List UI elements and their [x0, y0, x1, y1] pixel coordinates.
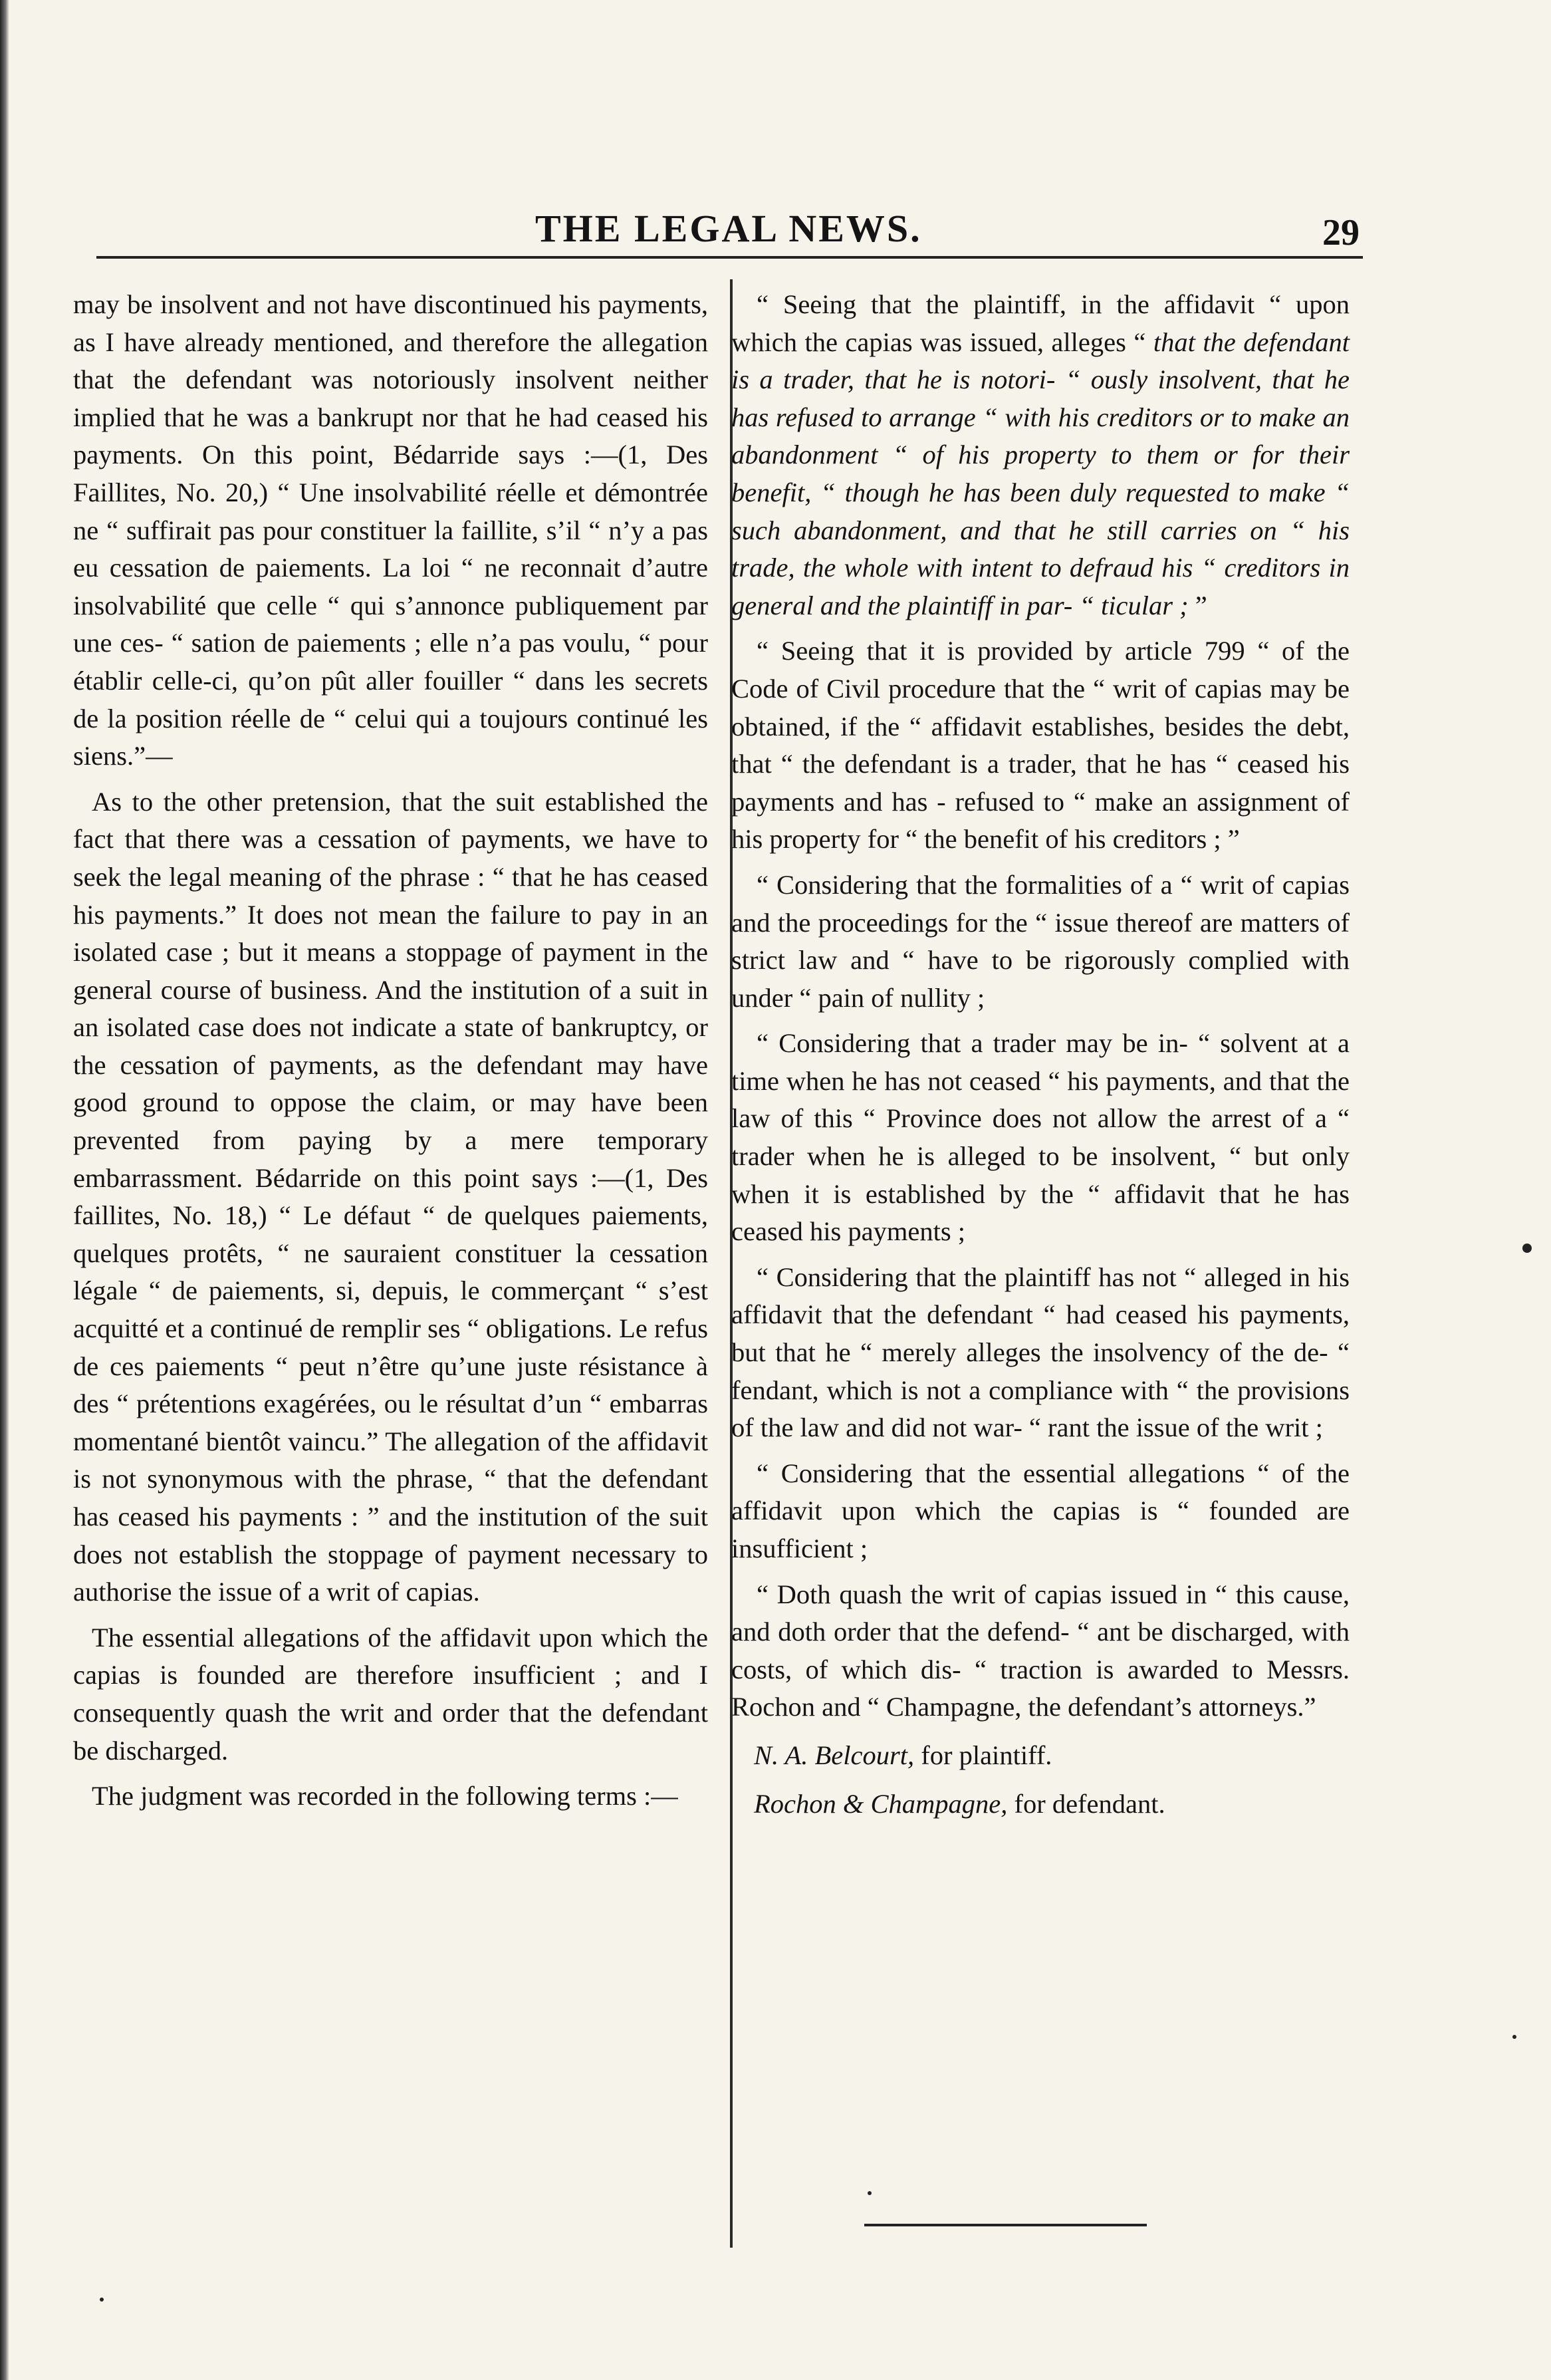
- left-paragraph-4: The judgment was recorded in the following terms :—: [92, 1781, 678, 1811]
- page-header: [96, 193, 1360, 253]
- left-paragraph-3: The essential allegations of the affidavit upon which the capias is founded are therefore insufficient ; and I consequently quash the writ and order that the defendant be discharged.: [73, 1622, 708, 1766]
- defendant-counsel-name: Rochon & Champagne,: [754, 1788, 1008, 1819]
- end-of-article-rule: [864, 2224, 1147, 2226]
- scan-speck: [1512, 2035, 1516, 2039]
- page-binding-edge: [0, 0, 9, 2380]
- running-title: THE LEGAL NEWS.: [535, 207, 922, 250]
- left-paragraph-1: may be insolvent and not have discontinued his payments, as I have already mentioned, and therefore the allegation that the defendant was notoriously insolvent neither implied that he was a bankrupt nor that he had ceased his payments. On this point, Bédarride says :—(1, Des Faillites, No. 20,) “ Une insolvabilité réelle et démontrée ne “ suffirait pas pour constituer la faillite, s’il “ n’y a pas eu cessation de paiements. La loi “ ne reconnait d’autre insolvabilité que celle “ qui s’annonce publiquement par une ces- “ sation de paiements ; elle n’a pas voulu, “ pour établir celle-ci, qu’on pût aller fouiller “ dans les secrets de la position réelle de “ celui qui a toujours continué les siens.”—: [73, 289, 708, 771]
- signature-plaintiff: [731, 1737, 1350, 1775]
- right-paragraph-6: “ Considering that the essential allegations “ of the affidavit upon which the capias is “ founded are insufficient ;: [731, 1458, 1350, 1563]
- quote-lead: “ Seeing that the plaintiff, in the affidavit “ upon which the capias was issued, alleges “: [731, 289, 1350, 357]
- scan-speck: [868, 2191, 872, 2195]
- scan-speck: [1522, 1244, 1532, 1253]
- left-column: [73, 286, 708, 1823]
- plaintiff-role: for plaintiff.: [914, 1740, 1052, 1770]
- left-paragraph-2: As to the other pretension, that the suit established the fact that there was a cessation of payments, we have to seek the legal meaning of the phrase : “ that he has ceased his payments.” It does not mean the failure to pay in an isolated case ; but it means a stoppage of payment in the general course of business. And the institution of a suit in an isolated case does not indicate a state of bankruptcy, or the cessation of payments, as the defendant may have good ground to oppose the claim, or may have been prevented from paying by a mere temporary embarrassment. Bédarride on this point says :—(1, Des faillites, No. 18,) “ Le défaut “ de quelques paiements, quelques protêts, “ ne sauraient constituer la cessation légale “ de paiements, si, depuis, le commerçant “ s’est acquitté et a continué de remplir ses “ obligations. Le refus de ces paiements “ peut n’être qu’une juste résistance à des “ prétentions exagérées, ou le résultat d’un “ embarras momentané bientôt vaincu.” The allegation of the affidavit is not synonymous with the phrase, “ that the defendant has ceased his payments : ” and the institution of the suit does not establish the stoppage of payment necessary to authorise the issue of a writ of capias.: [73, 786, 708, 1607]
- right-paragraph-7: “ Doth quash the writ of capias issued in “ this cause, and doth order that the defend- “ ant be discharged, with costs, of which dis- “ traction is awarded to Messrs. Rochon and “ Champagne, the defendant’s attorneys.”: [731, 1579, 1350, 1722]
- header-rule: [96, 256, 1363, 259]
- right-paragraph-5: “ Considering that the plaintiff has not “ alleged in his affidavit that the defendant “ had ceased his payments, but that he “ merely alleges the insolvency of the de- “ fendant, which is not a compliance with “ the provisions of the law and did not war- “ rant the issue of the writ ;: [731, 1261, 1350, 1443]
- page-number: 29: [1322, 212, 1360, 253]
- right-paragraph-1: [731, 286, 1350, 624]
- plaintiff-counsel-name: N. A. Belcourt,: [754, 1740, 915, 1770]
- right-column: [731, 286, 1350, 1827]
- right-paragraph-4: “ Considering that a trader may be in- “ solvent at a time when he has not ceased “ his payments, and that the law of this “ Province does not allow the arrest of a “ trader when he is alleged to be insolvent, “ but only when it is established by the “ affidavit that he has ceased his payments ;: [731, 1028, 1350, 1247]
- quote-italic-allegations: that the defendant is a trader, that he is notori- “ ously insolvent, that he has refused to arrange “ with his creditors or to make an abandonment “ of his property to them or for their benefit, “ though he has been duly requested to make “ such abandonment, and that he still carries on “ his trade, the whole with intent to defraud his “ creditors in general and the plaintiff in par- “ ticular ;: [731, 327, 1350, 620]
- signature-defendant: [731, 1785, 1350, 1823]
- right-paragraph-2: “ Seeing that it is provided by article 799 “ of the Code of Civil procedure that the “ writ of capias may be obtained, if the “ affidavit establishes, besides the debt, that “ the defendant is a trader, that he has “ ceased his payments and has - refused to “ make an assignment of his property for “ the benefit of his creditors ; ”: [731, 636, 1350, 855]
- quote-close: ”: [1188, 590, 1207, 620]
- scan-speck: [100, 2298, 104, 2302]
- right-paragraph-3: “ Considering that the formalities of a “ writ of capias and the proceedings for the “ issue thereof are matters of strict law and “ have to be rigorously complied with under “ pain of nullity ;: [731, 869, 1350, 1013]
- defendant-role: for defendant.: [1007, 1788, 1165, 1819]
